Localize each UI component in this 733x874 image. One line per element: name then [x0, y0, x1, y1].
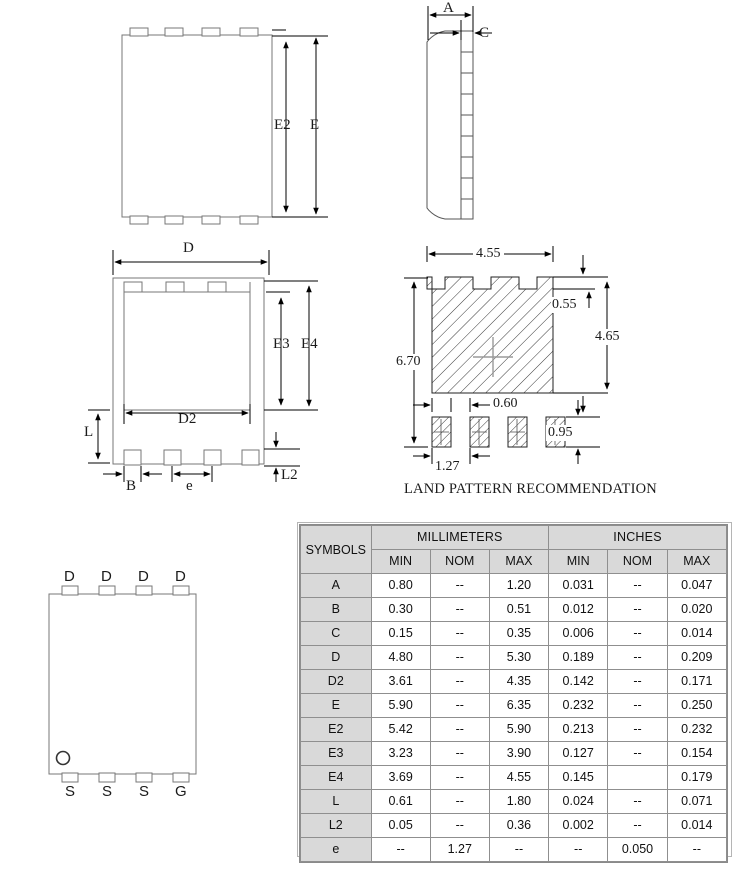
dim-value-4-55: 4.55 [473, 246, 504, 262]
cell-in-min: 0.024 [549, 790, 608, 814]
cell-in-min: 0.006 [549, 622, 608, 646]
cell-mm-max: 0.36 [489, 814, 548, 838]
cell-in-max: 0.209 [667, 646, 726, 670]
cell-in-max: 0.014 [667, 814, 726, 838]
row-symbol: C [301, 622, 372, 646]
dim-value-0-95: 0.95 [548, 425, 573, 440]
cell-mm-nom: -- [430, 790, 489, 814]
header-in-nom: NOM [608, 550, 667, 574]
dim-value-4-65: 4.65 [595, 329, 620, 344]
cell-mm-max: 6.35 [489, 694, 548, 718]
cell-mm-nom: -- [430, 598, 489, 622]
cell-in-nom: -- [608, 574, 667, 598]
cell-in-max: 0.014 [667, 622, 726, 646]
cell-in-min: 0.002 [549, 814, 608, 838]
cell-mm-nom: -- [430, 574, 489, 598]
dim-label-C: C [479, 25, 490, 41]
cell-mm-nom: -- [430, 622, 489, 646]
header-inches: INCHES [549, 526, 727, 550]
cell-mm-max: 0.51 [489, 598, 548, 622]
cell-in-max: 0.071 [667, 790, 726, 814]
pin-label-bottom-3: S [139, 783, 150, 800]
row-symbol: E4 [301, 766, 372, 790]
cell-mm-nom: -- [430, 814, 489, 838]
table-head [301, 526, 727, 574]
cell-mm-nom: -- [430, 718, 489, 742]
table-header-row-groups [301, 526, 727, 550]
pin-label-top-4: D [175, 568, 186, 585]
cell-in-min: -- [549, 838, 608, 862]
row-symbol: L2 [301, 814, 372, 838]
cell-in-nom: -- [608, 670, 667, 694]
cell-mm-min: 0.30 [371, 598, 430, 622]
cell-mm-min: 3.61 [371, 670, 430, 694]
dim-value-6-70: 6.70 [396, 354, 421, 369]
row-symbol: A [301, 574, 372, 598]
cell-in-nom: -- [608, 814, 667, 838]
table-row [301, 766, 727, 790]
cell-in-max: 0.154 [667, 742, 726, 766]
cell-in-nom: -- [608, 694, 667, 718]
cell-mm-min: 5.90 [371, 694, 430, 718]
cell-in-nom: -- [608, 790, 667, 814]
pin-label-bottom-2: S [102, 783, 113, 800]
cell-in-min: 0.142 [549, 670, 608, 694]
cell-mm-nom: -- [430, 670, 489, 694]
cell-mm-min: 3.69 [371, 766, 430, 790]
row-symbol: E2 [301, 718, 372, 742]
cell-mm-max: 5.90 [489, 718, 548, 742]
cell-mm-max: 4.55 [489, 766, 548, 790]
row-symbol: e [301, 838, 372, 862]
pin-label-top-3: D [138, 568, 149, 585]
cell-mm-min: 3.23 [371, 742, 430, 766]
cell-in-min: 0.031 [549, 574, 608, 598]
cell-mm-nom: -- [430, 742, 489, 766]
cell-mm-max: 0.35 [489, 622, 548, 646]
dim-label-E: E [310, 117, 320, 133]
cell-mm-max: 1.20 [489, 574, 548, 598]
header-mm-nom: NOM [430, 550, 489, 574]
table-row [301, 646, 727, 670]
table-row [301, 742, 727, 766]
cell-mm-min: 4.80 [371, 646, 430, 670]
dim-label-E4: E4 [301, 336, 318, 352]
table-row [301, 694, 727, 718]
pin-label-top-1: D [64, 568, 75, 585]
cell-in-max: 0.047 [667, 574, 726, 598]
dim-label-D: D [183, 240, 194, 256]
row-symbol: E3 [301, 742, 372, 766]
dim-value-0-60: 0.60 [493, 396, 518, 411]
cell-in-nom: -- [608, 742, 667, 766]
dim-label-E2: E2 [274, 117, 291, 133]
pinout-view-geometry [49, 586, 196, 782]
table-row [301, 622, 727, 646]
dim-value-1-27: 1.27 [435, 459, 460, 474]
header-mm-max: MAX [489, 550, 548, 574]
cell-mm-min: 0.15 [371, 622, 430, 646]
cell-mm-min: 0.80 [371, 574, 430, 598]
cell-in-nom: -- [608, 646, 667, 670]
row-symbol: B [301, 598, 372, 622]
cell-in-min: 0.213 [549, 718, 608, 742]
cell-in-nom: -- [608, 622, 667, 646]
cell-in-max: 0.179 [667, 766, 726, 790]
dimension-table [300, 525, 727, 862]
cell-in-max: 0.171 [667, 670, 726, 694]
cell-in-max: 0.232 [667, 718, 726, 742]
row-symbol: L [301, 790, 372, 814]
row-symbol: E [301, 694, 372, 718]
header-mm-min: MIN [371, 550, 430, 574]
cell-mm-nom: 1.27 [430, 838, 489, 862]
dim-label-L: L [84, 424, 94, 440]
cell-in-nom [608, 766, 667, 790]
dim-label-E3: E3 [273, 336, 290, 352]
dim-label-A: A [443, 0, 454, 16]
row-symbol: D [301, 646, 372, 670]
cell-mm-max: 3.90 [489, 742, 548, 766]
cell-in-nom: -- [608, 718, 667, 742]
top-view-geometry [122, 28, 328, 224]
header-in-min: MIN [549, 550, 608, 574]
cell-in-nom: -- [608, 598, 667, 622]
cell-in-max: 0.250 [667, 694, 726, 718]
cell-mm-max: -- [489, 838, 548, 862]
cell-mm-max: 1.80 [489, 790, 548, 814]
cell-in-min: 0.189 [549, 646, 608, 670]
pin-label-bottom-1: S [65, 783, 76, 800]
table-row [301, 814, 727, 838]
cell-in-min: 0.127 [549, 742, 608, 766]
table-row [301, 598, 727, 622]
cell-in-min: 0.145 [549, 766, 608, 790]
cell-mm-nom: -- [430, 646, 489, 670]
pin-label-top-2: D [101, 568, 112, 585]
dim-label-B: B [126, 478, 137, 494]
dim-value-0-55: 0.55 [552, 297, 577, 312]
cell-mm-max: 5.30 [489, 646, 548, 670]
cell-mm-min: 0.61 [371, 790, 430, 814]
cell-mm-nom: -- [430, 694, 489, 718]
table-row [301, 574, 727, 598]
cell-mm-nom: -- [430, 766, 489, 790]
cell-in-min: 0.012 [549, 598, 608, 622]
dim-label-D2: D2 [178, 411, 197, 427]
cell-mm-max: 4.35 [489, 670, 548, 694]
header-in-max: MAX [667, 550, 726, 574]
table-row [301, 790, 727, 814]
cell-mm-min: 5.42 [371, 718, 430, 742]
table-row [301, 838, 727, 862]
bottom-view-geometry [88, 250, 318, 482]
cell-mm-min: 0.05 [371, 814, 430, 838]
dim-label-L2: L2 [281, 467, 298, 483]
header-millimeters: MILLIMETERS [371, 526, 548, 550]
table-row [301, 718, 727, 742]
header-symbols: SYMBOLS [301, 526, 372, 574]
pin-label-bottom-4: G [175, 783, 187, 800]
land-pattern-geometry [404, 246, 608, 464]
dim-label-e: e [186, 478, 193, 494]
cell-mm-min: -- [371, 838, 430, 862]
table-row [301, 670, 727, 694]
table-body [301, 574, 727, 862]
cell-in-max: 0.020 [667, 598, 726, 622]
cell-in-max: -- [667, 838, 726, 862]
row-symbol: D2 [301, 670, 372, 694]
cell-in-min: 0.232 [549, 694, 608, 718]
land-pattern-caption: LAND PATTERN RECOMMENDATION [404, 481, 657, 497]
cell-in-nom: 0.050 [608, 838, 667, 862]
